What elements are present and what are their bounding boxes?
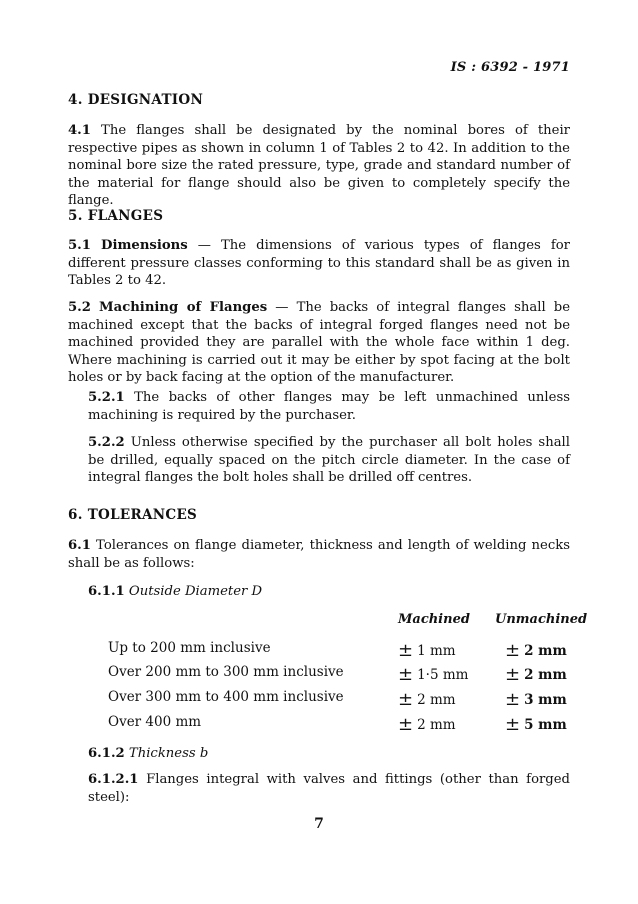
clause-number: 5.1 bbox=[68, 238, 91, 253]
unmachined-value: ± 2 mm bbox=[505, 664, 567, 685]
clause-title: Dimensions bbox=[101, 238, 188, 253]
machined-value: ± 2 mm bbox=[398, 714, 456, 735]
row-label: Up to 200 mm inclusive bbox=[108, 640, 271, 656]
machined-value: ± 2 mm bbox=[398, 689, 456, 710]
paragraph-6-1-2-1 bbox=[88, 771, 570, 806]
section-5-heading: 5. FLANGES bbox=[68, 208, 164, 224]
clause-text: Flanges integral with valves and fittings (other than forged steel): bbox=[88, 772, 570, 805]
paragraph-5-2-1 bbox=[88, 389, 570, 424]
clause-text: The backs of other flanges may be left unmachined unless machining is required by the purchaser. bbox=[88, 390, 570, 423]
row-label: Over 200 mm to 300 mm inclusive bbox=[108, 664, 344, 680]
machined-value: ± 1 mm bbox=[398, 640, 456, 661]
clause-number: 6.1.2.1 bbox=[88, 772, 139, 787]
unmachined-value: ± 5 mm bbox=[505, 714, 567, 735]
paragraph-5-2-2 bbox=[88, 434, 570, 487]
clause-text: — The dimensions of various types of flanges for different pressure classes conforming to this standard shall be as given in Tables 2 to 42. bbox=[68, 238, 570, 288]
subclause-6-1-2 bbox=[88, 746, 208, 761]
clause-number: 5.2.1 bbox=[88, 390, 125, 405]
tolerance-row bbox=[0, 714, 638, 736]
row-label: Over 300 mm to 400 mm inclusive bbox=[108, 689, 344, 705]
clause-number: 5.2 bbox=[68, 300, 91, 315]
clause-number: 6.1.2 bbox=[88, 746, 125, 761]
clause-number: 4.1 bbox=[68, 123, 91, 138]
column-header-unmachined: Unmachined bbox=[495, 612, 588, 627]
clause-text: Unless otherwise specified by the purchaser all bolt holes shall be drilled, equally spaced on the pitch circle diameter. In the case of integral flanges the bolt holes shall be drilled off centres. bbox=[88, 435, 570, 485]
row-label: Over 400 mm bbox=[108, 714, 202, 730]
clause-text: — The backs of integral flanges shall be machined except that the backs of integral forged flanges need not be machined provided they are parallel with the whole face within 1 deg. Where machining is carried out it may be either by spot facing at the bolt holes or by back facing at the option of the manufacturer. bbox=[68, 300, 571, 385]
tolerance-row bbox=[0, 640, 638, 662]
machined-value: ± 1·5 mm bbox=[398, 664, 469, 685]
tolerance-row bbox=[0, 689, 638, 711]
clause-text: The flanges shall be designated by the nominal bores of their respective pipes as shown in column 1 of Tables 2 to 42. In addition to the nominal bore size the rated pressure, type, grade and standard number of the material for flange should also be given to completely specify the flange. bbox=[68, 123, 570, 208]
clause-title: Thickness b bbox=[128, 746, 209, 761]
clause-number: 6.1 bbox=[68, 538, 91, 553]
paragraph-6-1 bbox=[68, 537, 570, 572]
section-6-heading: 6. TOLERANCES bbox=[68, 507, 198, 523]
unmachined-value: ± 2 mm bbox=[505, 640, 567, 661]
clause-number: 6.1.1 bbox=[88, 584, 125, 599]
standard-header: IS : 6392 - 1971 bbox=[450, 60, 570, 75]
column-header-machined: Machined bbox=[398, 612, 470, 627]
paragraph-4-1 bbox=[68, 122, 570, 210]
section-4-heading: 4. DESIGNATION bbox=[68, 92, 204, 108]
clause-number: 5.2.2 bbox=[88, 435, 125, 450]
clause-title: Outside Diameter D bbox=[128, 584, 263, 599]
paragraph-5-2 bbox=[68, 299, 570, 387]
subclause-6-1-1 bbox=[88, 584, 262, 599]
unmachined-value: ± 3 mm bbox=[505, 689, 567, 710]
page-number: 7 bbox=[314, 816, 324, 832]
clause-text: Tolerances on flange diameter, thickness and length of welding necks shall be as follows: bbox=[68, 538, 570, 571]
tolerance-row bbox=[0, 664, 638, 686]
clause-title: Machining of Flanges bbox=[99, 300, 268, 315]
paragraph-5-1 bbox=[68, 237, 570, 290]
